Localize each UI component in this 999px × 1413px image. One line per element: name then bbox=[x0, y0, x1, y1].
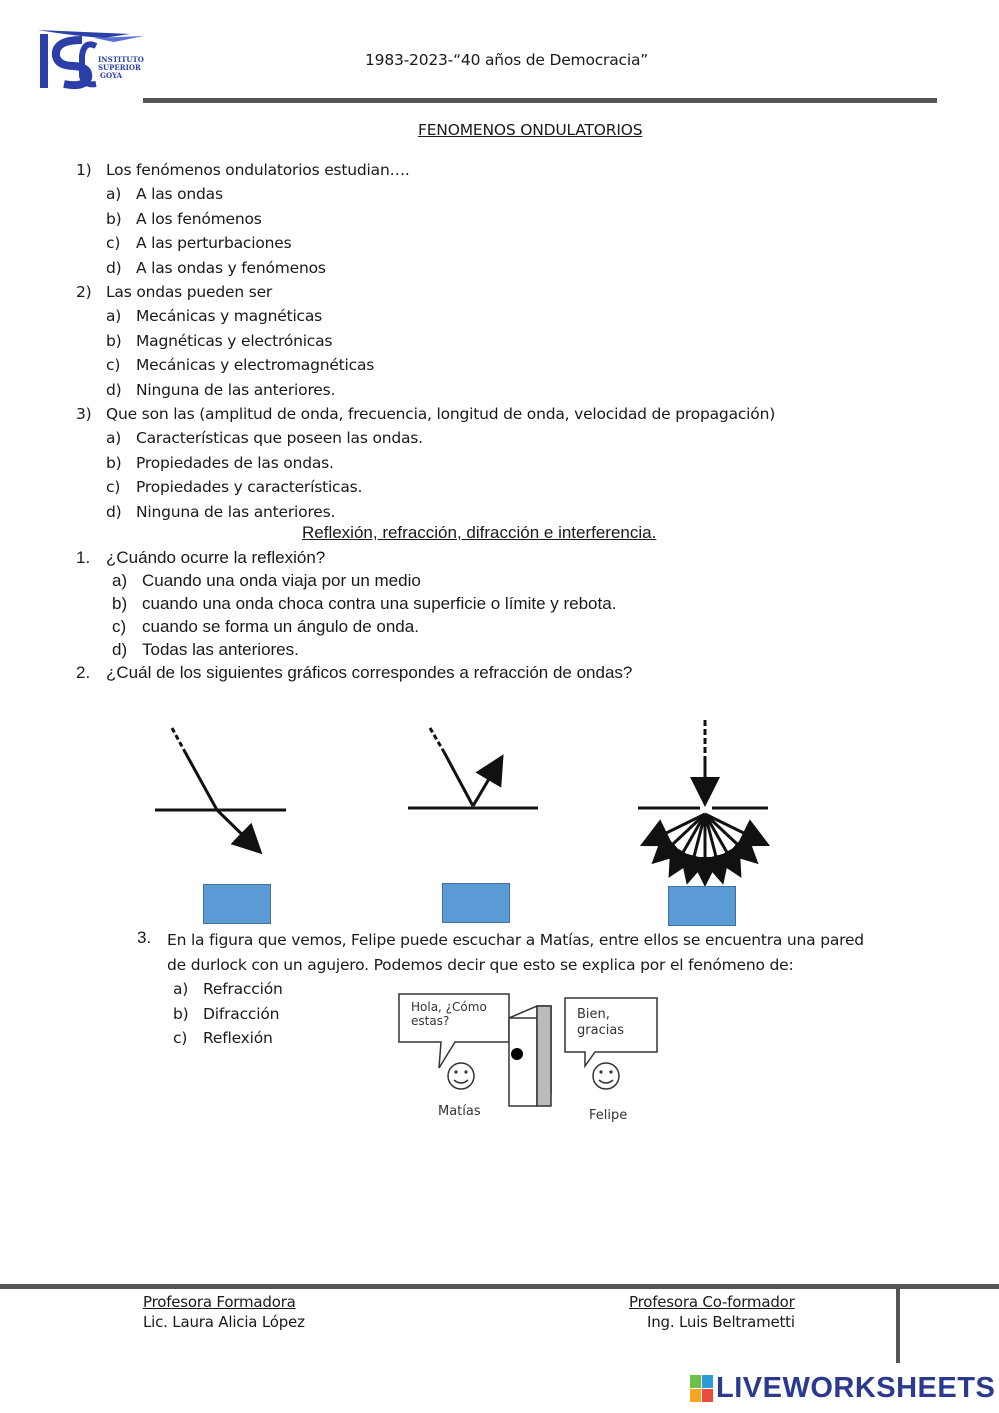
bubble-right-text: Bien, gracias bbox=[577, 1007, 625, 1038]
bubble-left-text: Hola, ¿Cómo estas? bbox=[411, 1000, 487, 1028]
header-tagline: 1983-2023-“40 años de Democracia” bbox=[365, 51, 649, 69]
p2q1-option-c[interactable]: c) cuando se forma un ángulo de onda. bbox=[112, 617, 419, 636]
footer-right bbox=[629, 1292, 795, 1332]
logo-line-2: SUPERIOR bbox=[98, 63, 141, 72]
logo-line-3: GOYA bbox=[100, 71, 123, 80]
p2q3-line-2: de durlock con un agujero. Podemos decir que esto se explica por el fenómeno de: bbox=[167, 955, 794, 974]
p2q3-line-1: En la figura que vemos, Felipe puede escuchar a Matías, entre ellos se encuentra una pared bbox=[167, 931, 864, 949]
diagram-refraction bbox=[155, 728, 286, 848]
q3-option-c[interactable]: c) Propiedades y características. bbox=[106, 478, 363, 497]
name-felipe: Felipe bbox=[589, 1108, 628, 1123]
p2q3-option-b[interactable]: b) Difracción bbox=[173, 1004, 280, 1023]
footer-vertical-rule bbox=[896, 1289, 900, 1363]
liveworksheets-logo-icon bbox=[690, 1375, 714, 1403]
footer-left-role: Profesora Formadora bbox=[143, 1293, 296, 1311]
footer-left bbox=[143, 1292, 305, 1332]
question-1: 1) Los fenómenos ondulatorios estudian…. bbox=[76, 161, 410, 179]
q1-option-a[interactable]: a) A las ondas bbox=[106, 185, 223, 204]
q1-option-d[interactable]: d) A las ondas y fenómenos bbox=[106, 258, 326, 277]
diagram-diffraction bbox=[638, 720, 768, 878]
footer-left-name: Lic. Laura Alicia López bbox=[143, 1313, 305, 1331]
q2-option-c[interactable]: c) Mecánicas y electromagnéticas bbox=[106, 356, 375, 375]
smiley-matias bbox=[448, 1063, 474, 1089]
footer-rule bbox=[0, 1284, 999, 1289]
answer-box-2[interactable] bbox=[442, 883, 510, 923]
footer-right-name: Ing. Luis Beltrametti bbox=[647, 1313, 795, 1331]
p2-question-2: 2. ¿Cuál de los siguientes gráficos correspondes a refracción de ondas? bbox=[76, 663, 633, 682]
q2-option-a[interactable]: a) Mecánicas y magnéticas bbox=[106, 307, 323, 326]
section2-title: Reflexión, refracción, difracción e interferencia. bbox=[302, 523, 657, 542]
p2q1-option-a[interactable]: a) Cuando una onda viaja por un medio bbox=[112, 571, 421, 590]
p2q1-option-b[interactable]: b) cuando una onda choca contra una superficie o límite y rebota. bbox=[112, 594, 617, 613]
footer-right-role: Profesora Co-formador bbox=[629, 1293, 795, 1311]
p2q3-option-c[interactable]: c) Reflexión bbox=[173, 1029, 273, 1047]
q1-option-c[interactable]: c) A las perturbaciones bbox=[106, 234, 292, 253]
part1 bbox=[76, 158, 775, 524]
q3-option-b[interactable]: b) Propiedades de las ondas. bbox=[106, 453, 334, 472]
wave-diagrams bbox=[140, 710, 790, 890]
wall-hole bbox=[511, 1048, 523, 1060]
q2-option-b[interactable]: b) Magnéticas y electrónicas bbox=[106, 331, 333, 350]
q3-option-a[interactable]: a) Características que poseen las ondas. bbox=[106, 429, 423, 448]
q3-option-d[interactable]: d) Ninguna de las anteriores. bbox=[106, 502, 336, 521]
part2 bbox=[76, 546, 632, 684]
question-3: 3) Que son las (amplitud de onda, frecuencia, longitud de onda, velocidad de propagación) bbox=[76, 405, 776, 424]
p2q1-option-d[interactable]: d) Todas las anteriores. bbox=[112, 640, 299, 659]
answer-box-1[interactable] bbox=[203, 884, 271, 924]
brand-text: LIVEWORKSHEETS bbox=[716, 1372, 996, 1404]
p2-question-1: 1. ¿Cuándo ocurre la reflexión? bbox=[76, 548, 326, 567]
p2q3-option-a[interactable]: a) Refracción bbox=[173, 980, 283, 998]
p2-question-3-number: 3. bbox=[137, 928, 152, 947]
diagram-reflection bbox=[408, 728, 538, 808]
header-rule bbox=[143, 98, 937, 103]
q2-option-d[interactable]: d) Ninguna de las anteriores. bbox=[106, 380, 336, 399]
liveworksheets-brand bbox=[690, 1372, 995, 1405]
logo-line-1: INSTITUTO bbox=[98, 55, 144, 64]
name-matias: Matías bbox=[438, 1104, 481, 1119]
smiley-felipe bbox=[593, 1063, 619, 1089]
question-2: 2) Las ondas pueden ser bbox=[76, 283, 273, 302]
answer-box-3[interactable] bbox=[668, 886, 736, 926]
q1-option-b[interactable]: b) A los fenómenos bbox=[106, 209, 262, 228]
page-title: FENOMENOS ONDULATORIOS bbox=[418, 121, 643, 139]
logo bbox=[34, 26, 154, 92]
